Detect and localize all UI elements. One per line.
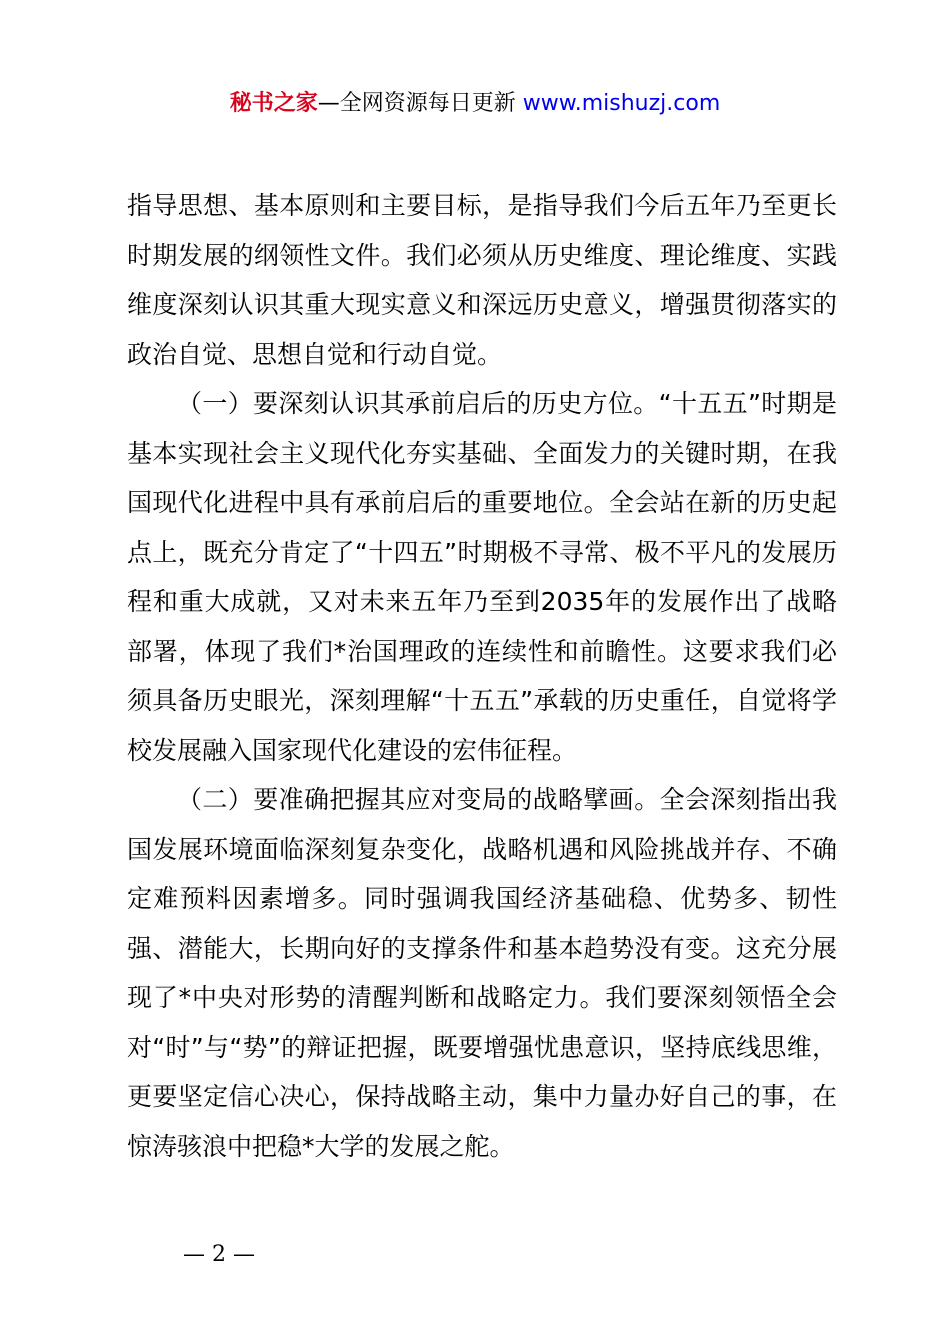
site-url-link[interactable]: www.mishuzj.com — [522, 91, 721, 116]
document-body — [127, 181, 837, 1171]
site-brand: 秘书之家 — [229, 91, 318, 116]
page-header — [0, 88, 950, 120]
page-number: — 2 — — [183, 1242, 255, 1267]
paragraph-section-1: （一）要深刻认识其承前启后的历史方位。“十五五”时期是基本实现社会主义现代化夯实基础、全面发力的关键时期，在我国现代化进程中具有承前启后的重要地位。全会站在新的历史起点上，既充分肯定了“十四五”时期极不寻常、极不平凡的发展历程和重大成就，又对未来五年乃至到2035年的发展作出了战略部署，体现了我们*治国理政的连续性和前瞻性。这要求我们必须具备历史眼光，深刻理解“十五五”承载的历史重任，自觉将学校发展融入国家现代化建设的宏伟征程。 — [127, 389, 837, 765]
site-tagline: —全网资源每日更新 — [317, 91, 523, 116]
paragraph-intro: 指导思想、基本原则和主要目标，是指导我们今后五年乃至更长时期发展的纲领性文件。我们必须从历史维度、理论维度、实践维度深刻认识其重大现实意义和深远历史意义，增强贯彻落实的政治自觉、思想自觉和行动自觉。 — [127, 191, 837, 369]
paragraph-section-2: （二）要准确把握其应对变局的战略擘画。全会深刻指出我国发展环境面临深刻复杂变化，战略机遇和风险挑战并存、不确定难预料因素增多。同时强调我国经济基础稳、优势多、韧性强、潜能大，长期向好的支撑条件和基本趋势没有变。这充分展现了*中央对形势的清醒判断和战略定力。我们要深刻领悟全会对“时”与“势”的辩证把握，既要增强忧患意识，坚持底线思维，更要坚定信心决心，保持战略主动，集中力量办好自己的事，在惊涛骇浪中把稳*大学的发展之舵。 — [127, 785, 837, 1161]
